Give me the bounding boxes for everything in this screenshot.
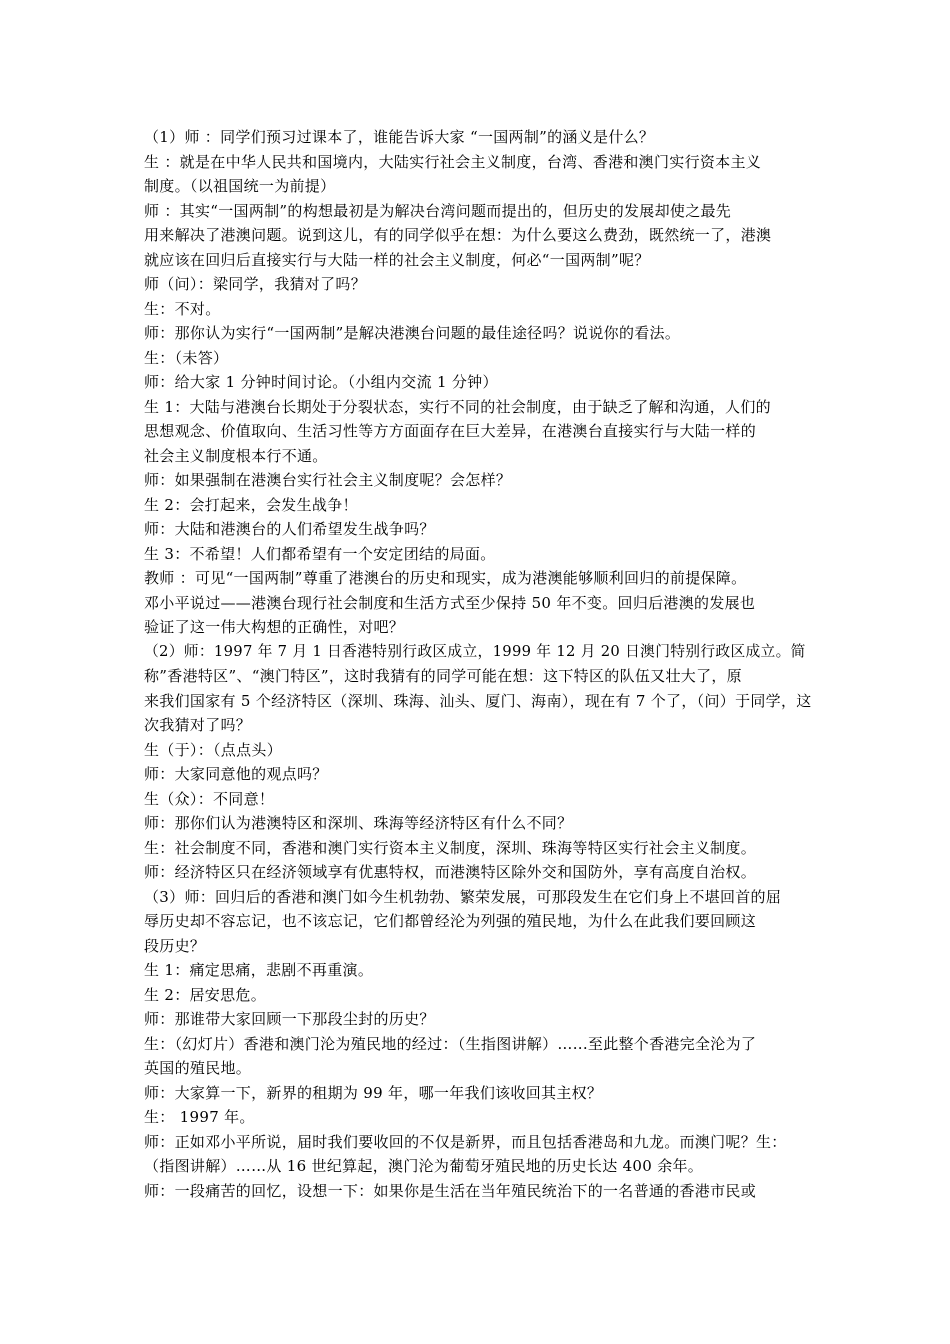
text-line: 师：给大家 1 分钟时间讨论。（小组内交流 1 分钟） [144, 373, 498, 391]
text-line: 就应该在回归后直接实行与大陆一样的社会主义制度，何必“一国两制”呢？ [144, 250, 650, 269]
text-line: 生 3：不希望！人们都希望有一个安定团结的局面。 [144, 544, 496, 563]
text-line: （2）师：1997 年 7 月 1 日香港特别行政区成立，1999 年 12 月 20 日澳门特别行政区成立。简 [144, 642, 806, 660]
text-line: 生：（幻灯片）香港和澳门沦为殖民地的经过：（生指图讲解）…...至此整个香港完全沦为了 [144, 1034, 757, 1053]
text-line: 生：（未答） [144, 348, 229, 367]
text-line: 社会主义制度根本行不通。 [144, 446, 328, 465]
text-line: 师：那你认为实行“一国两制”是解决港澳台问题的最佳途径吗？说说你的看法。 [144, 324, 681, 342]
text-line: 师：如果强制在港澳台实行社会主义制度呢？会怎样？ [144, 471, 512, 489]
text-line: 师：那你们认为港澳特区和深圳、珠海等经济特区有什么不同？ [144, 814, 573, 832]
text-line: 生 2：居安思危。 [144, 985, 267, 1004]
text-line: 生 2：会打起来，会发生战争！ [144, 495, 358, 514]
text-line: 邓小平说过——港澳台现行社会制度和生活方式至少保持 50 年不变。回归后港澳的发展也 [144, 593, 756, 612]
text-line: 用来解决了港澳问题。说到这儿，有的同学似乎在想：为什么要这么费劲，既然统一了，港澳 [144, 226, 772, 244]
text-line: 辱历史却不容忘记，也不该忘记，它们都曾经沦为列强的殖民地，为什么在此我们要回顾这 [144, 912, 757, 930]
text-line: 师：正如邓小平所说，届时我们要收回的不仅是新界，而且包括香港岛和九龙。而澳门呢？生： [144, 1132, 787, 1151]
text-line: 制度。（以祖国统一为前提） [144, 177, 336, 195]
text-line: 师：那谁带大家回顾一下那段尘封的历史？ [144, 1010, 435, 1028]
text-line: 师 ：其实“一国两制”的构想最初是为解决台湾问题而提出的，但历史的发展却使之最先 [144, 201, 732, 220]
text-line: （1）师 ：同学们预习过课本了，谁能告诉大家 “一国两制”的涵义是什么？ [144, 128, 655, 146]
text-line: 生：不对。 [144, 299, 221, 318]
text-line: 来我们国家有 5 个经济特区（深圳、珠海、汕头、厦门、海南），现在有 7 个了，（问）于同学，这 [144, 691, 812, 710]
text-line: 生 1：痛定思痛，悲剧不再重演。 [144, 961, 374, 979]
text-line: 段历史？ [144, 936, 206, 955]
text-line: 验证了这一伟大构想的正确性，对吧？ [144, 618, 405, 636]
text-line: 师（问）：梁同学，我猜对了吗？ [144, 275, 367, 293]
text-line: 英国的殖民地。 [144, 1059, 252, 1077]
text-line: 教师 ：可见“一国两制”尊重了港澳台的历史和现实，成为港澳能够顺利回归的前提保障。 [144, 569, 747, 587]
text-line: 生（众）：不同意！ [144, 789, 275, 808]
text-line: 次我猜对了吗？ [144, 716, 252, 734]
text-line: 思想观念、价值取向、生活习性等方方面面存在巨大差异，在港澳台直接实行与大陆一样的 [144, 422, 757, 440]
text-line: （3）师：回归后的香港和澳门如今生机勃勃、繁荣发展，可那段发生在它们身上不堪回首的屈 [144, 887, 782, 906]
text-line: 生（于）：（点点头） [144, 740, 283, 759]
text-line: 师：大家同意他的观点吗？ [144, 765, 328, 783]
text-line: （指图讲解）……从 16 世纪算起，澳门沦为葡萄牙殖民地的历史长达 400 余年。 [144, 1157, 704, 1175]
text-line: 称”香港特区”、“澳门特区”，这时我猜有的同学可能在想：这下特区的队伍又壮大了，原 [144, 667, 742, 685]
text-line: 师：大陆和港澳台的人们希望发生战争吗？ [144, 520, 435, 538]
text-line: 师：大家算一下，新界的租期为 99 年，哪一年我们该收回其主权？ [144, 1083, 603, 1102]
text-line: 师：经济特区只在经济领域享有优惠特权，而港澳特区除外交和国防外，享有高度自治权。 [144, 863, 757, 881]
document-body [144, 125, 812, 1203]
text-line: 师：一段痛苦的回忆，设想一下：如果你是生活在当年殖民统治下的一名普通的香港市民或 [144, 1181, 757, 1200]
text-line: 生：社会制度不同，香港和澳门实行资本主义制度，深圳、珠海等特区实行社会主义制度。 [144, 838, 757, 857]
text-line: 生 1：大陆与港澳台长期处于分裂状态，实行不同的社会制度，由于缺乏了解和沟通，人们的 [144, 397, 771, 416]
text-line: 生： 1997 年。 [144, 1108, 255, 1126]
text-line: 生 ：就是在中华人民共和国境内，大陆实行社会主义制度，台湾、香港和澳门实行资本主义 [144, 152, 762, 171]
